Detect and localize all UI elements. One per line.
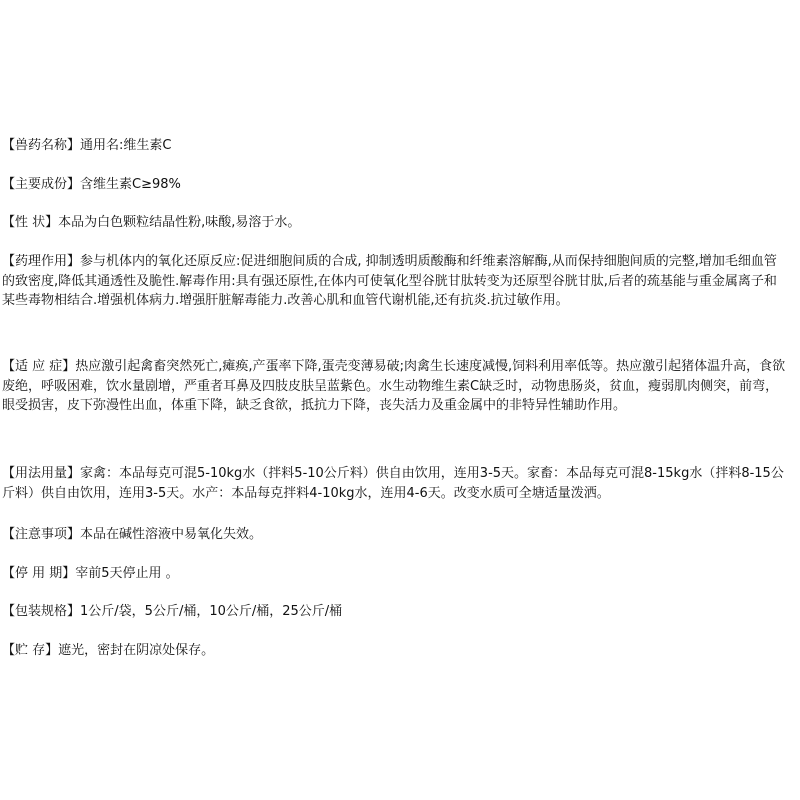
- section-text: 家禽：本品每克可混5-10kg水（拌料5-10公斤料）供自由饮用，连用3-5天。家畜：本品每克可混8-15kg水（拌料8-15公斤料）供自由饮用，连用3-5天。水产：本品每克拌料4-10kg水，连用4-6天。改变水质可全塘适量泼洒。: [2, 466, 784, 501]
- section-dosage: [2, 464, 788, 503]
- section-indications: [2, 357, 788, 416]
- section-text: 宰前5天停止用 。: [75, 566, 179, 581]
- section-withdrawal: [2, 564, 788, 584]
- section-label: 【停 用 期】: [2, 566, 76, 581]
- section-storage: [2, 641, 788, 661]
- section-label: 【用法用量】: [2, 466, 81, 481]
- section-text: 参与机体内的氧化还原反应:促进细胞间质的合成, 抑制透明质酸酶和纤维素溶解酶,从而保持细胞间质的完整,增加毛细血管的致密度,降低其通透性及脆性.解毒作用:具有强还原性,在体内可使氧化型谷胱甘肽转变为还原型谷胱甘肽,后者的巯基能与重金属离子和某些毒物相结合.增强机体病力.增强肝脏解毒能力.改善心肌和血管代谢机能,还有抗炎.抗过敏作用。: [2, 254, 777, 308]
- section-text: 1公斤/袋，5公斤/桶，10公斤/桶，25公斤/桶: [80, 604, 343, 619]
- section-drug-name: [2, 136, 788, 156]
- section-label: 【药理作用】: [2, 254, 81, 269]
- section-label: 【性 状】: [2, 215, 59, 230]
- section-text: 本品为白色颗粒结晶性粉,味酸,易溶于水。: [58, 215, 301, 230]
- section-pharmacology: [2, 252, 788, 311]
- section-packaging: [2, 602, 788, 622]
- section-text: 热应激引起禽畜突然死亡,瘫痪,产蛋率下降,蛋壳变薄易破;肉禽生长速度减慢,饲料利用率低等。热应激引起猪体温升高，食欲废绝，呼吸困难，饮水量剧增，严重者耳鼻及四肢皮肤呈蓝紫色。水生动物维生素C缺乏时，动物患肠炎，贫血，瘦弱肌肉侧突，前弯，眼受损害，皮下弥漫性出血，体重下降，缺乏食欲，抵抗力下降，丧失活力及重金属中的非特异性辅助作用。: [2, 359, 786, 413]
- section-label: 【包装规格】: [2, 604, 81, 619]
- section-text: 遮光，密封在阴凉处保存。: [58, 643, 215, 658]
- section-precautions: [2, 525, 788, 545]
- section-label: 【注意事项】: [2, 527, 81, 542]
- section-text: 含维生素C≥98%: [80, 177, 181, 192]
- section-label: 【兽药名称】: [2, 138, 81, 153]
- section-label: 【主要成份】: [2, 177, 81, 192]
- section-main-ingredient: [2, 175, 788, 195]
- section-label: 【贮 存】: [2, 643, 59, 658]
- section-label: 【适 应 症】: [2, 359, 76, 374]
- section-text: 通用名:维生素C: [80, 138, 172, 153]
- section-text: 本品在碱性溶液中易氧化失效。: [80, 527, 263, 542]
- section-properties: [2, 213, 788, 233]
